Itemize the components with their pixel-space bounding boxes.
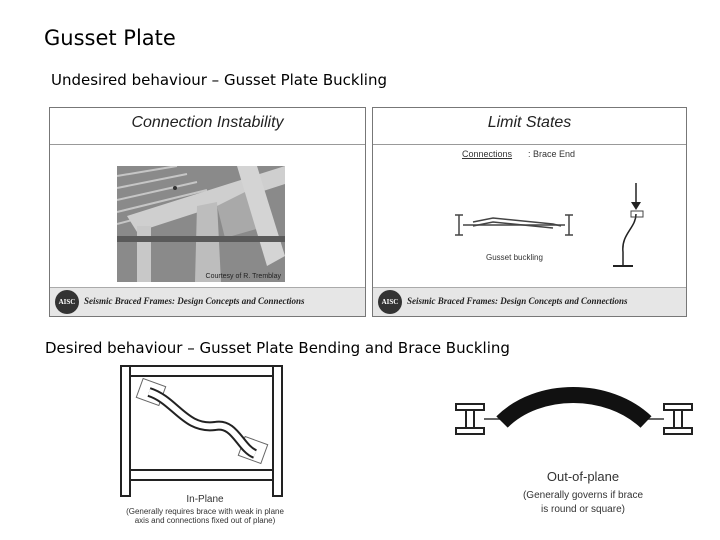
out-of-plane-note-2: is round or square) [541, 504, 625, 515]
crumb-connections-link[interactable]: Connections [462, 149, 513, 159]
slide-divider [373, 144, 686, 145]
aisc-logo: AISC [378, 290, 402, 314]
footer-text: Seismic Braced Frames: Design Concepts and Connections [84, 296, 305, 306]
slide-limit-states [372, 107, 687, 317]
aisc-logo: AISC [55, 290, 79, 314]
footer-text: Seismic Braced Frames: Design Concepts and Connections [407, 296, 628, 306]
in-plane-frame-diagram [115, 360, 295, 500]
slide-footer [373, 287, 686, 316]
slide-title: Connection Instability [131, 114, 284, 131]
slide-footer [50, 287, 365, 316]
gusset-photo [117, 166, 285, 282]
slide-divider [50, 144, 365, 145]
photo-credit: Courtesy of R. Tremblay [205, 273, 281, 280]
out-of-plane-diagram [448, 386, 700, 446]
in-plane-note-2: axis and connections fixed out of plane) [134, 516, 276, 525]
in-plane-label: In-Plane [186, 494, 224, 505]
slide-connection-instability [49, 107, 366, 317]
gusset-buckling-label: Gusset buckling [486, 253, 543, 262]
crumb-brace-end: : Brace End [528, 149, 576, 159]
slide-title: Limit States [487, 114, 572, 131]
out-of-plane-label: Out-of-plane [546, 469, 620, 484]
page-title: Gusset Plate [44, 26, 176, 50]
desired-heading: Desired behaviour – Gusset Plate Bending and Brace Buckling [45, 339, 510, 357]
out-of-plane-note-1: (Generally governs if brace [522, 490, 644, 501]
in-plane-note-1: (Generally requires brace with weak in plane [126, 507, 284, 516]
gusset-photo-illustration [117, 166, 285, 282]
undesired-heading: Undesired behaviour – Gusset Plate Buckling [51, 71, 387, 89]
